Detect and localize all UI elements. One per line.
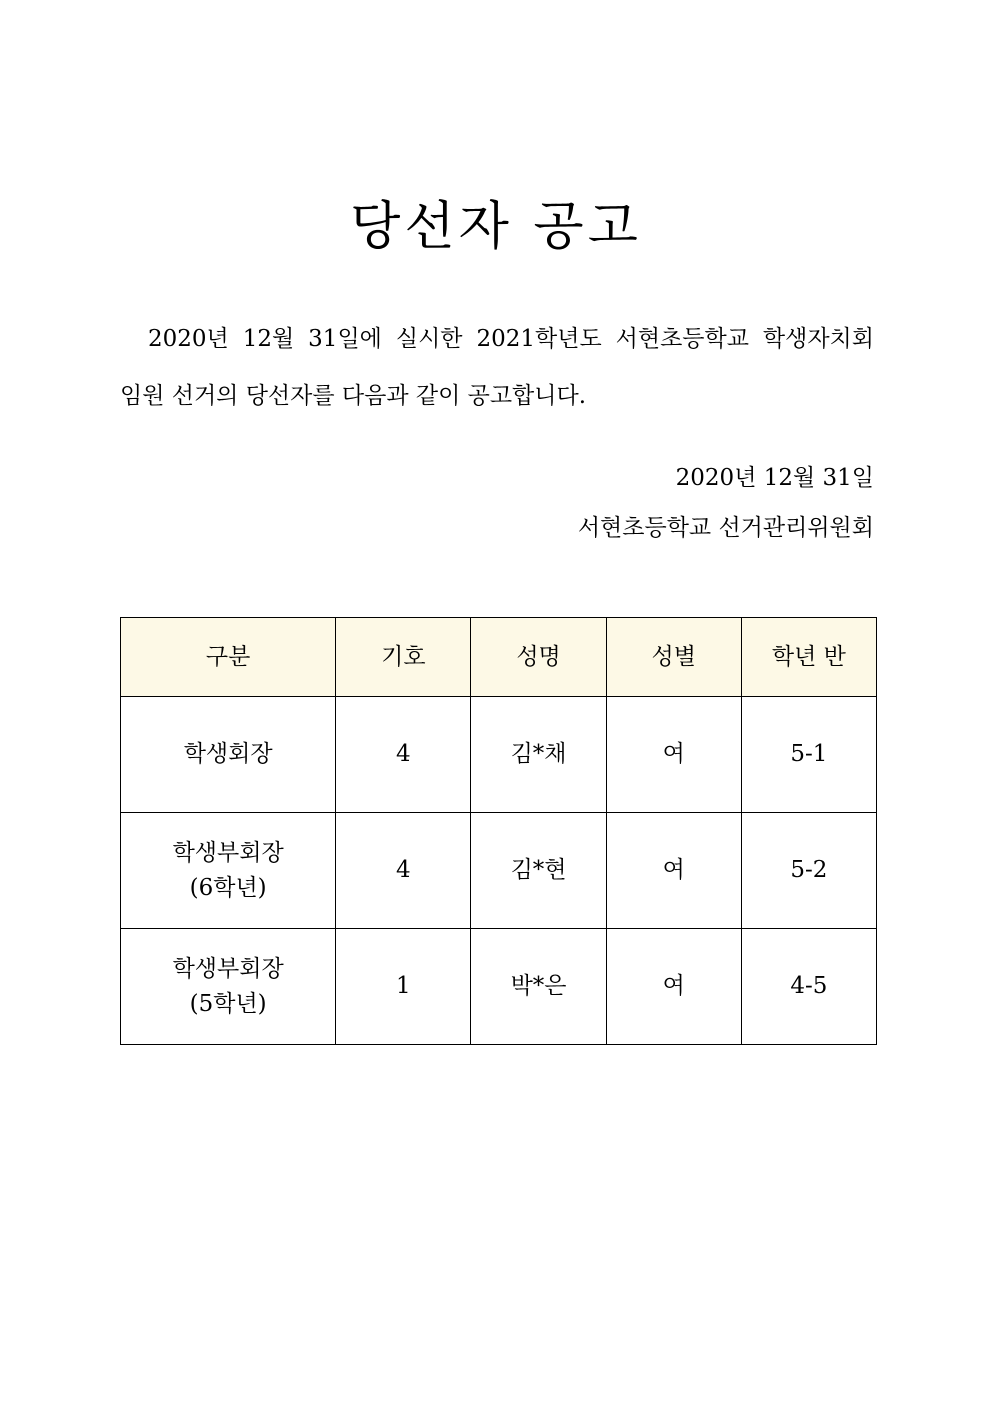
announcement-date: 2020년 12월 31일 [675,465,874,491]
cell-gender: 여 [606,697,741,813]
cell-position [121,813,336,929]
cell-position [121,697,336,813]
table-row [121,697,877,813]
cell-class: 4-5 [741,929,876,1045]
cell-number: 1 [336,929,471,1045]
header-name: 성명 [471,618,606,697]
cell-name: 김*채 [471,697,606,813]
page-title: 당선자 공고 [350,196,642,257]
header-number: 기호 [336,618,471,697]
cell-position [121,929,336,1045]
cell-class: 5-2 [741,813,876,929]
table-row [121,929,877,1045]
header-category: 구분 [121,618,336,697]
position-label: 학생회장 [183,741,273,767]
cell-gender: 여 [606,929,741,1045]
position-label: 학생부회장 [172,839,284,866]
cell-number: 4 [336,813,471,929]
cell-number: 4 [336,697,471,813]
table-header-row [121,618,877,697]
header-grade-class: 학년 반 [741,618,876,697]
announcement-line-1: 2020년 12월 31일에 실시한 2021학년도 서현초등학교 학생자치회 [148,326,874,352]
header-gender: 성별 [606,618,741,697]
issuing-organization: 서현초등학교 선거관리위원회 [577,515,874,541]
cell-name: 김*현 [471,813,606,929]
position-grade-note: (6학년) [189,874,267,901]
position-grade-note: (5학년) [189,990,267,1017]
cell-name: 박*은 [471,929,606,1045]
table-row [121,813,877,929]
announcement-line-2: 임원 선거의 당선자를 다음과 같이 공고합니다. [120,383,587,409]
winners-table [120,617,877,1045]
cell-class: 5-1 [741,697,876,813]
position-label: 학생부회장 [172,955,284,982]
cell-gender: 여 [606,813,741,929]
